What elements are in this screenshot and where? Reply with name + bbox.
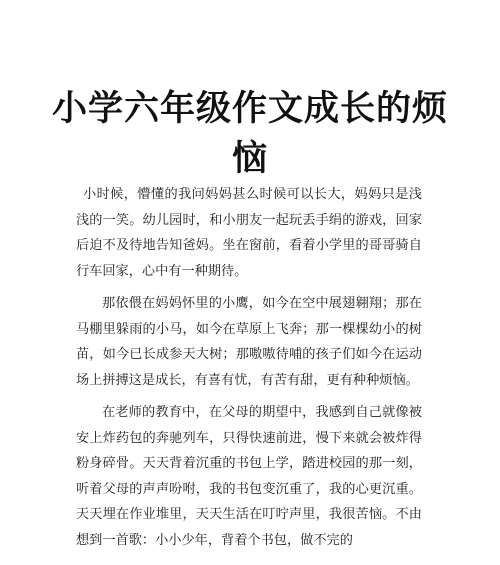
paragraph-2: 那依偎在妈妈怀里的小鹰，如今在空中展翅翱翔；那在马棚里躲雨的小马，如今在草原上飞奔；那一棵棵幼小的树苗，如今已长成参天大树；那嗷嗷待哺的孩子们如今在运动场上拼搏这是成长，有喜有忧，有苦有甜，更有种种烦恼。 (76, 296, 422, 388)
paragraph-3: 在老师的教育中，在父母的期望中，我感到自己就像被安上炸药包的奔驰列车，只得快速前进，慢下来就会被炸得粉身碎骨。天天背着沉重的书包上学，踏进校园的那一刻，听着父母的声声吩咐，我的书包变沉重了，我的心更沉重。天天埋在作业堆里，天天生活在叮咛声里，我很苦恼。不由想到一首歌：小小少年，背着个书包，做不完的 (76, 405, 422, 548)
article-body (76, 182, 422, 560)
article-title: 小学六年级作文成长的烦恼 (51, 88, 448, 179)
paragraph-1: 小时候，懵懂的我问妈妈甚么时候可以长大，妈妈只是浅浅的一笑。幼儿园时，和小朋友一起玩丢手绢的游戏，回家后迫不及待地告知爸妈。坐在窗前，看着小学里的哥哥骑自行车回家，心中有一种期待。 (76, 187, 422, 279)
